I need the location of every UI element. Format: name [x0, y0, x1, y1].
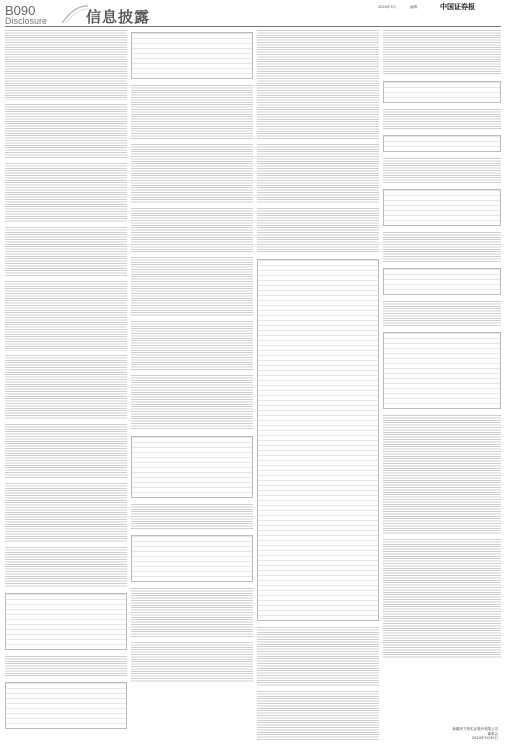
data-table-block	[131, 32, 253, 79]
data-table-block	[383, 135, 501, 152]
text-paragraph-block	[131, 85, 253, 140]
header-rule	[5, 26, 501, 27]
text-paragraph-block	[5, 104, 127, 159]
text-paragraph-block	[131, 504, 253, 529]
signature-date: 2024年3月30日	[471, 736, 498, 740]
page-header	[0, 0, 506, 26]
text-paragraph-block	[5, 30, 127, 100]
section-name-cn: 信息披露	[86, 8, 151, 26]
text-paragraph-block	[383, 30, 501, 75]
text-paragraph-block	[257, 208, 379, 253]
page-code: B090	[5, 3, 36, 18]
data-table-block	[383, 268, 501, 295]
column-2	[131, 30, 253, 740]
text-paragraph-block	[5, 281, 127, 351]
editor-label: 编辑：	[410, 5, 421, 9]
section-name-en: Disclosure	[5, 16, 48, 26]
signature-block	[430, 727, 498, 741]
data-table-block	[131, 436, 253, 498]
newspaper-masthead: 中国证券报	[440, 2, 475, 11]
column-4	[383, 30, 501, 740]
text-paragraph-block	[131, 642, 253, 682]
text-paragraph-block	[131, 208, 253, 253]
text-paragraph-block	[383, 158, 501, 183]
text-paragraph-block	[257, 691, 379, 740]
text-paragraph-block	[131, 257, 253, 317]
text-paragraph-block	[383, 232, 501, 262]
text-paragraph-block	[5, 656, 127, 676]
signature-board: 董事会	[487, 731, 498, 736]
signature-company: 新疆伊力特实业股份有限公司	[452, 727, 498, 731]
text-paragraph-block	[5, 424, 127, 479]
text-paragraph-block	[383, 301, 501, 326]
data-table-block	[5, 682, 127, 729]
text-paragraph-block	[5, 227, 127, 277]
text-paragraph-block	[131, 375, 253, 430]
text-paragraph-block	[131, 321, 253, 371]
data-table-block	[383, 81, 501, 103]
data-table-block	[5, 593, 127, 650]
text-paragraph-block	[383, 415, 501, 535]
data-table-block	[131, 535, 253, 582]
text-paragraph-block	[257, 627, 379, 687]
text-paragraph-block	[383, 109, 501, 129]
column-3	[257, 30, 379, 740]
data-table-block	[257, 259, 379, 621]
text-paragraph-block	[5, 163, 127, 223]
text-paragraph-block	[5, 547, 127, 587]
text-paragraph-block	[131, 588, 253, 638]
column-1	[5, 30, 127, 740]
data-table-block	[383, 332, 501, 409]
data-table-block	[383, 189, 501, 226]
text-paragraph-block	[383, 539, 501, 659]
issue-date: 2024年3月	[378, 5, 397, 9]
text-paragraph-block	[131, 144, 253, 204]
text-paragraph-block	[5, 483, 127, 543]
text-paragraph-block	[257, 30, 379, 140]
text-paragraph-block	[5, 355, 127, 420]
text-paragraph-block	[257, 144, 379, 204]
